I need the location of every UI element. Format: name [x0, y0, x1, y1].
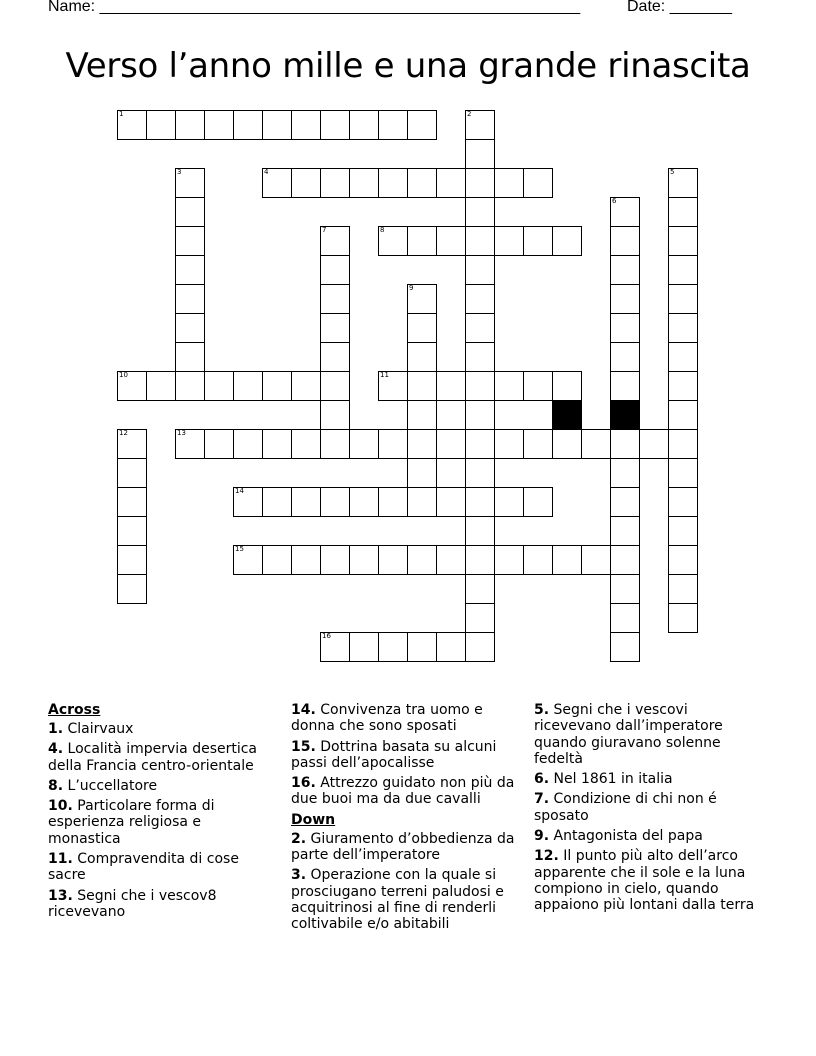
grid-cell[interactable] — [523, 545, 553, 575]
grid-cell[interactable] — [233, 371, 263, 401]
clue-item — [291, 739, 521, 772]
grid-cell[interactable] — [320, 313, 350, 343]
clue-text: Giuramento d’obbedienza da parte dell’imperatore — [291, 830, 515, 864]
clue-text: Clairvaux — [63, 721, 134, 737]
grid-cell[interactable] — [117, 371, 147, 401]
clue-item — [48, 778, 278, 794]
grid-cell[interactable] — [465, 226, 495, 256]
grid-cell[interactable] — [494, 226, 524, 256]
grid-cell[interactable] — [117, 487, 147, 517]
grid-cell[interactable] — [407, 110, 437, 140]
clue-text: Operazione con la quale si prosciugano terreni paludosi e acquitrinosi al fine di renderli coltivabile e/o abitabili — [291, 867, 504, 933]
clue-text: Il punto più alto dell’arco apparente che il sole e la luna compiono in cielo, quando appaiono più lontani dalla terra — [534, 848, 755, 914]
grid-cell[interactable] — [407, 284, 437, 314]
grid-cell[interactable] — [668, 371, 698, 401]
grid-cell[interactable] — [378, 487, 408, 517]
clue-number: 8 — [380, 226, 385, 234]
clue-number: 16 — [322, 632, 331, 640]
grid-cell[interactable] — [117, 516, 147, 546]
page-title: Verso l’anno mille e una grande rinascita — [65, 46, 751, 86]
grid-cell[interactable] — [523, 168, 553, 198]
grid-cell[interactable] — [320, 110, 350, 140]
grid-cell[interactable] — [233, 545, 263, 575]
clue-number: 10 — [119, 371, 128, 379]
grid-cell[interactable] — [407, 545, 437, 575]
grid-cell[interactable] — [610, 313, 640, 343]
clue-number: 9 — [409, 284, 414, 292]
grid-cell[interactable] — [610, 632, 640, 662]
grid-cell[interactable] — [610, 516, 640, 546]
grid-cell[interactable] — [320, 545, 350, 575]
grid-cell[interactable] — [523, 487, 553, 517]
grid-cell[interactable] — [668, 168, 698, 198]
grid-cell[interactable] — [465, 603, 495, 633]
clue-item — [534, 791, 764, 824]
grid-cell[interactable] — [668, 284, 698, 314]
date-field-label: Date: _______ — [627, 0, 732, 15]
grid-cell[interactable] — [668, 487, 698, 517]
grid-cell[interactable] — [320, 226, 350, 256]
clues-column-3 — [534, 702, 764, 918]
grid-cell[interactable] — [610, 255, 640, 285]
grid-cell[interactable] — [552, 429, 582, 459]
grid-cell[interactable] — [465, 313, 495, 343]
clue-number: 13 — [177, 429, 186, 437]
grid-cell[interactable] — [436, 632, 466, 662]
clue-item — [534, 848, 764, 913]
grid-cell[interactable] — [465, 342, 495, 372]
grid-cell[interactable] — [291, 110, 321, 140]
grid-cell[interactable] — [378, 545, 408, 575]
grid-cell[interactable] — [494, 545, 524, 575]
clue-item — [48, 741, 278, 774]
grid-cell[interactable] — [436, 545, 466, 575]
grid-cell[interactable] — [465, 255, 495, 285]
grid-cell[interactable] — [610, 371, 640, 401]
clue-number: 1 — [119, 110, 124, 118]
grid-cell[interactable] — [117, 545, 147, 575]
clue-number: 13. — [48, 887, 73, 904]
clue-number: 6 — [612, 197, 617, 205]
grid-cell[interactable] — [494, 371, 524, 401]
grid-cell[interactable] — [349, 168, 379, 198]
grid-cell[interactable] — [465, 168, 495, 198]
grid-cell[interactable] — [465, 516, 495, 546]
grid-cell[interactable] — [494, 487, 524, 517]
grid-cell[interactable] — [465, 284, 495, 314]
clue-item — [48, 798, 278, 847]
grid-cell[interactable] — [291, 168, 321, 198]
clue-number: 10. — [48, 798, 73, 815]
grid-cell[interactable] — [523, 226, 553, 256]
grid-cell[interactable] — [610, 284, 640, 314]
grid-cell[interactable] — [146, 371, 176, 401]
grid-cell[interactable] — [610, 226, 640, 256]
clue-number: 3 — [177, 168, 182, 176]
grid-cell[interactable] — [668, 429, 698, 459]
clue-number: 15 — [235, 545, 244, 553]
clues-column-2 — [291, 702, 521, 937]
clue-text: Segni che i vescov8 ricevevano — [48, 887, 217, 920]
grid-cell[interactable] — [407, 458, 437, 488]
grid-cell[interactable] — [668, 603, 698, 633]
grid-cell[interactable] — [668, 574, 698, 604]
grid-cell[interactable] — [407, 400, 437, 430]
clue-number: 7 — [322, 226, 327, 234]
grid-cell[interactable] — [668, 313, 698, 343]
grid-cell[interactable] — [378, 429, 408, 459]
grid-cell[interactable] — [262, 545, 292, 575]
clue-number: 7. — [534, 791, 550, 808]
grid-cell[interactable] — [407, 429, 437, 459]
grid-cell[interactable] — [320, 284, 350, 314]
clue-text: Nel 1861 in italia — [549, 771, 673, 788]
clue-number: 8. — [48, 777, 64, 794]
grid-cell[interactable] — [523, 371, 553, 401]
grid-cell[interactable] — [291, 371, 321, 401]
down-heading: Down — [291, 811, 336, 828]
clue-text: Località impervia desertica della Francia centro-orientale — [48, 741, 258, 774]
clue-number: 5. — [534, 702, 550, 718]
clue-number: 3. — [291, 867, 307, 884]
clue-text: L’uccellatore — [63, 777, 158, 794]
grid-cell[interactable] — [320, 342, 350, 372]
grid-cell[interactable] — [436, 429, 466, 459]
grid-cell[interactable] — [320, 255, 350, 285]
grid-cell[interactable] — [349, 429, 379, 459]
clue-number: 2. — [291, 830, 307, 847]
clue-number: 2 — [467, 110, 472, 118]
grid-cell[interactable] — [204, 371, 234, 401]
grid-cell[interactable] — [610, 603, 640, 633]
grid-cell[interactable] — [407, 632, 437, 662]
grid-cell[interactable] — [610, 197, 640, 227]
grid-cell[interactable] — [465, 371, 495, 401]
grid-cell[interactable] — [436, 226, 466, 256]
grid-cell[interactable] — [378, 110, 408, 140]
clue-number: 14. — [291, 702, 316, 718]
grid-cell[interactable] — [349, 632, 379, 662]
grid-cell[interactable] — [668, 342, 698, 372]
clue-item — [291, 867, 521, 932]
clue-item — [48, 888, 278, 921]
block-cell — [610, 400, 640, 430]
clue-number: 12. — [534, 848, 559, 865]
grid-cell[interactable] — [581, 545, 611, 575]
grid-cell[interactable] — [175, 284, 205, 314]
grid-cell[interactable] — [581, 429, 611, 459]
grid-cell[interactable] — [175, 255, 205, 285]
grid-cell[interactable] — [175, 197, 205, 227]
clue-item — [291, 702, 521, 735]
clue-item — [534, 771, 764, 787]
grid-cell[interactable] — [465, 110, 495, 140]
grid-cell[interactable] — [668, 516, 698, 546]
grid-cell[interactable] — [668, 400, 698, 430]
grid-cell[interactable] — [407, 487, 437, 517]
grid-cell[interactable] — [262, 429, 292, 459]
clue-number: 4 — [264, 168, 269, 176]
grid-cell[interactable] — [494, 168, 524, 198]
grid-cell[interactable] — [465, 458, 495, 488]
grid-cell[interactable] — [610, 458, 640, 488]
clue-item — [534, 828, 764, 844]
grid-cell[interactable] — [175, 342, 205, 372]
grid-cell[interactable] — [291, 429, 321, 459]
grid-cell[interactable] — [610, 429, 640, 459]
across-heading: Across — [48, 702, 101, 718]
grid-cell[interactable] — [320, 168, 350, 198]
clue-number: 11 — [380, 371, 389, 379]
grid-cell[interactable] — [320, 487, 350, 517]
grid-cell[interactable] — [349, 545, 379, 575]
clue-number: 14 — [235, 487, 244, 495]
grid-cell[interactable] — [668, 197, 698, 227]
clue-text: Convivenza tra uomo e donna che sono sposati — [291, 702, 483, 735]
clue-number: 12 — [119, 429, 128, 437]
clue-text: Attrezzo guidato non più da due buoi ma da due cavalli — [291, 775, 515, 808]
grid-cell[interactable] — [610, 545, 640, 575]
clue-text: Condizione di chi non é sposato — [534, 791, 717, 824]
clue-number: 4. — [48, 741, 64, 758]
grid-cell[interactable] — [117, 458, 147, 488]
grid-cell[interactable] — [320, 429, 350, 459]
clue-number: 16. — [291, 775, 316, 792]
grid-cell[interactable] — [668, 255, 698, 285]
grid-cell[interactable] — [465, 197, 495, 227]
grid-cell[interactable] — [349, 110, 379, 140]
grid-cell[interactable] — [175, 313, 205, 343]
grid-cell[interactable] — [465, 632, 495, 662]
grid-cell[interactable] — [233, 110, 263, 140]
clue-number: 5 — [670, 168, 675, 176]
grid-cell[interactable] — [146, 110, 176, 140]
grid-cell[interactable] — [436, 487, 466, 517]
grid-cell[interactable] — [465, 139, 495, 169]
clues-column-1 — [48, 702, 278, 924]
grid-cell[interactable] — [407, 168, 437, 198]
clue-item — [48, 851, 278, 884]
grid-cell[interactable] — [175, 226, 205, 256]
clue-item — [534, 702, 764, 767]
clue-number: 11. — [48, 851, 73, 868]
grid-cell[interactable] — [291, 487, 321, 517]
clue-number: 6. — [534, 771, 550, 788]
grid-cell[interactable] — [668, 545, 698, 575]
grid-cell[interactable] — [175, 168, 205, 198]
clue-text: Particolare forma di esperienza religiosa e monastica — [48, 798, 215, 847]
name-field-label: Name: ______________________________________________________ — [48, 0, 581, 15]
grid-cell[interactable] — [436, 168, 466, 198]
grid-cell[interactable] — [233, 429, 263, 459]
grid-cell[interactable] — [378, 632, 408, 662]
grid-cell[interactable] — [233, 487, 263, 517]
grid-cell[interactable] — [552, 371, 582, 401]
grid-cell[interactable] — [204, 429, 234, 459]
grid-cell[interactable] — [465, 400, 495, 430]
grid-cell[interactable] — [117, 574, 147, 604]
grid-cell[interactable] — [378, 371, 408, 401]
grid-cell[interactable] — [465, 429, 495, 459]
grid-cell[interactable] — [610, 574, 640, 604]
grid-cell[interactable] — [668, 458, 698, 488]
grid-cell[interactable] — [610, 487, 640, 517]
grid-cell[interactable] — [552, 545, 582, 575]
clue-item — [291, 831, 521, 864]
grid-cell[interactable] — [465, 574, 495, 604]
grid-cell[interactable] — [349, 487, 379, 517]
clue-text: Dottrina basata su alcuni passi dell’apocalisse — [291, 738, 497, 771]
grid-cell[interactable] — [668, 226, 698, 256]
grid-cell[interactable] — [436, 371, 466, 401]
grid-cell[interactable] — [552, 226, 582, 256]
clue-item — [291, 775, 521, 808]
grid-cell[interactable] — [465, 487, 495, 517]
grid-cell[interactable] — [262, 110, 292, 140]
grid-cell[interactable] — [262, 371, 292, 401]
grid-cell[interactable] — [262, 487, 292, 517]
grid-cell[interactable] — [320, 371, 350, 401]
grid-cell[interactable] — [407, 226, 437, 256]
grid-cell[interactable] — [175, 371, 205, 401]
clue-text: Compravendita di cose sacre — [48, 851, 239, 884]
grid-cell[interactable] — [407, 371, 437, 401]
clue-number: 15. — [291, 738, 316, 755]
clue-number: 9. — [534, 828, 550, 845]
grid-cell[interactable] — [378, 168, 408, 198]
clue-number: 1. — [48, 721, 64, 737]
grid-cell[interactable] — [175, 429, 205, 459]
grid-cell[interactable] — [523, 429, 553, 459]
grid-cell[interactable] — [610, 342, 640, 372]
block-cell — [552, 400, 582, 430]
grid-cell[interactable] — [320, 632, 350, 662]
grid-cell[interactable] — [639, 429, 669, 459]
clue-text: Segni che i vescovi ricevevano dall’imperatore quando giuravano solenne fedeltà — [534, 702, 723, 767]
grid-cell[interactable] — [262, 168, 292, 198]
grid-cell[interactable] — [378, 226, 408, 256]
grid-cell[interactable] — [407, 313, 437, 343]
grid-cell[interactable] — [465, 545, 495, 575]
grid-cell[interactable] — [117, 429, 147, 459]
grid-cell[interactable] — [117, 110, 147, 140]
grid-cell[interactable] — [407, 342, 437, 372]
clue-item — [48, 721, 278, 737]
grid-cell[interactable] — [494, 429, 524, 459]
grid-cell[interactable] — [175, 110, 205, 140]
grid-cell[interactable] — [320, 400, 350, 430]
grid-cell[interactable] — [204, 110, 234, 140]
clue-text: Antagonista del papa — [549, 828, 703, 845]
grid-cell[interactable] — [291, 545, 321, 575]
